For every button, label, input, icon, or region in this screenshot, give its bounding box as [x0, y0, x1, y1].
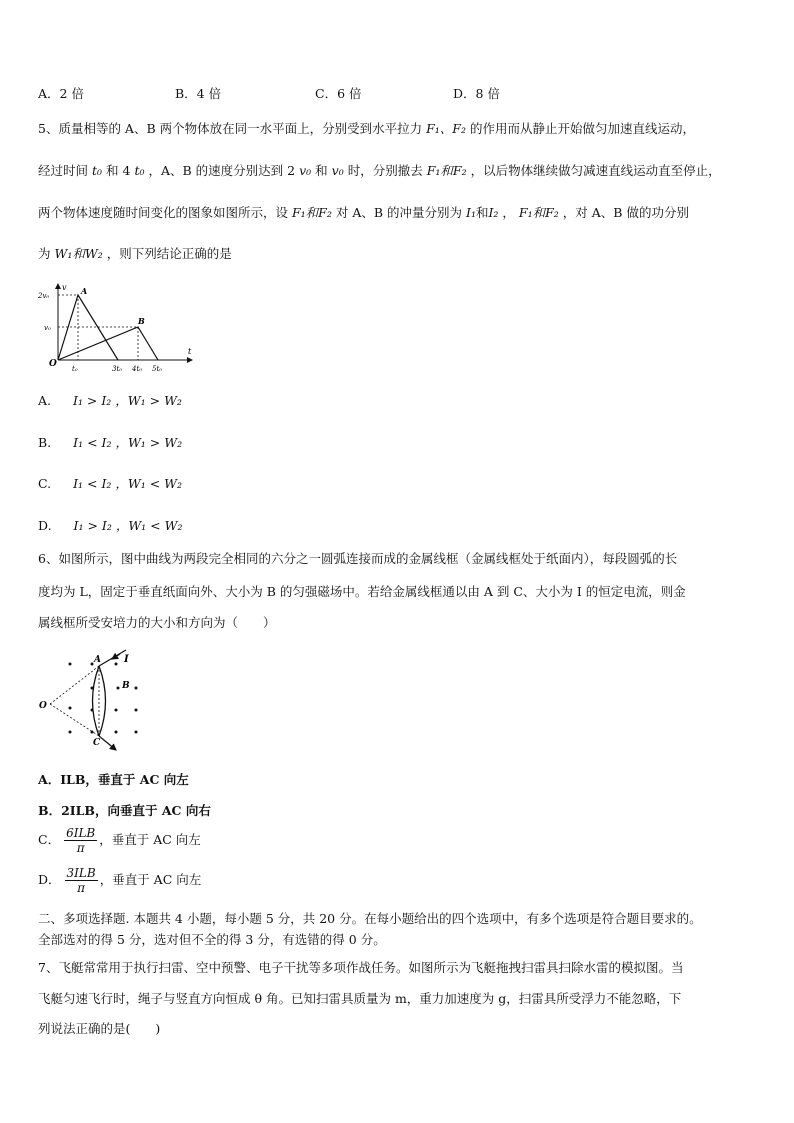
option-text: ，垂直于 AC 向左 — [99, 872, 202, 887]
option-math: I₁ > I₂ ，W₁ > W₂ — [73, 393, 182, 408]
label-a: A — [94, 655, 101, 665]
option-math: I₁ < I₂ ，W₁ > W₂ — [73, 435, 183, 450]
radius-oa — [50, 666, 99, 704]
q7-line-1: 7、飞艇常常用于执行扫雷、空中预警、电子干扰等多项作战任务。如图所示为飞艇拖拽扫雷具扫除水雷的模拟图。当 — [38, 960, 684, 975]
q5-t0: t₀ — [134, 163, 145, 178]
q6-line-2: 度均为 L，固定于垂直纸面向外、大小为 B 的匀强磁场中。若给金属线框通以由 A 到 C、大小为 I 的恒定电流，则金 — [38, 584, 686, 599]
q5-forces: F₁和F₂ — [292, 205, 332, 220]
x-tick-4t0: 4t₀ — [132, 365, 143, 373]
label-b: B — [122, 681, 130, 691]
option-math: I₁ > I₂ ，W₁ < W₂ — [73, 518, 183, 533]
option-label: D. — [38, 518, 52, 533]
point-a-label: A — [81, 286, 88, 296]
q5-text: 和 — [315, 163, 328, 178]
t-axis-label: t — [188, 347, 192, 356]
q5-text: ，则下列结论正确的是 — [106, 246, 232, 261]
q5-forces: F₁、F₂ — [426, 121, 466, 136]
x-tick-3t0: 3t₀ — [112, 365, 123, 373]
q7-line-3: 列说法正确的是( ) — [38, 1021, 161, 1036]
q5-text: ，A、B 的速度分别达到 2 — [148, 163, 296, 178]
q5-vt-graph — [36, 282, 196, 374]
q5-t0: t₀ — [92, 163, 103, 178]
x-tick-5t0: 5t₀ — [152, 365, 163, 373]
q5-option-a — [38, 391, 182, 409]
q5-line-3: 两个物体速度随时间变化的图象如图所示，设 F₁和F₂ 对 A、B 的冲量分别为 I₁和I₂ ， F₁和F₂ ，对 A、B 做的功分别 — [38, 205, 689, 220]
q5-text: 时，分别撤去 — [347, 163, 423, 178]
q5-v0: v₀ — [331, 163, 344, 178]
option-label: D． — [38, 872, 61, 887]
q5-text: 对 A、B 的冲量分别为 — [335, 205, 463, 220]
q5-line-1 — [38, 121, 695, 137]
q5-text: 经过时间 — [38, 163, 89, 178]
q5-forces: F₁和F₂ — [426, 163, 467, 178]
option-text: ，垂直于 AC 向左 — [99, 832, 201, 847]
q6-option-a: A．ILB，垂直于 AC 向左 — [38, 772, 189, 787]
q6-option-c — [38, 826, 201, 855]
q6-option-b: B．2ILB，向垂直于 AC 向右 — [38, 803, 211, 818]
q5-i2: I₂ — [488, 205, 499, 220]
numerator: 3ILB — [66, 866, 96, 880]
label-o: O — [39, 701, 47, 711]
current-arrow — [112, 654, 120, 659]
label-c: C — [93, 738, 101, 748]
denominator: π — [76, 841, 85, 855]
point-b-label: B — [138, 316, 145, 326]
origin-label: O — [49, 359, 57, 369]
fraction — [64, 826, 97, 855]
q5-option-d — [38, 516, 182, 534]
q6-option-d — [38, 866, 201, 895]
q5-text: 两个物体速度随时间变化的图象如图所示，设 — [38, 205, 289, 220]
q6-line-3: 属线框所受安培力的大小和方向为（ ） — [38, 615, 276, 630]
fraction — [65, 866, 98, 895]
option-label: C． — [38, 832, 61, 847]
object-a-line — [58, 295, 118, 360]
q4-option-d: D．8 倍 — [453, 86, 500, 101]
v-axis-label: v — [62, 283, 67, 292]
q5-forces: F₁和F₂ — [518, 205, 559, 220]
q4-option-b: B．4 倍 — [175, 86, 222, 101]
option-label: C. — [38, 476, 52, 491]
label-current: I — [124, 654, 129, 665]
q5-i1: I₁ — [466, 205, 476, 220]
q5-text: ，对 A、B 做的功分别 — [562, 205, 689, 220]
q5-v0: v₀ — [299, 163, 312, 178]
q5-option-c — [38, 474, 182, 492]
option-math: I₁ < I₂ ，W₁ < W₂ — [73, 476, 183, 491]
q5-text: 和 4 — [106, 163, 131, 178]
q5-line-2 — [38, 163, 721, 179]
section2-line-1: 二、多项选择题. 本题共 4 小题，每小题 5 分，共 20 分。在每小题给出的四个选项中，有多个选项是符合题目要求的。 — [38, 911, 702, 926]
q5-text: ，以后物体继续做匀减速直线运动直至停止， — [470, 163, 721, 178]
denominator: π — [77, 881, 86, 895]
q5-text: 为 — [38, 246, 51, 261]
q4-option-a: A．2 倍 — [38, 86, 84, 101]
option-label: B. — [38, 435, 52, 450]
lead-out — [99, 736, 116, 750]
q7-line-2: 飞艇匀速飞行时，绳子与竖直方向恒成 θ 角。已知扫雷具质量为 m，重力加速度为 g，扫雷具所受浮力不能忽略，下 — [38, 991, 682, 1006]
x-tick-t0: t₀ — [72, 365, 78, 373]
q5-text: ， — [502, 205, 515, 220]
section2-line-2: 全部选对的得 5 分，选对但不全的得 3 分，有选错的得 0 分。 — [38, 932, 386, 947]
y-tick-2v0: 2v₀ — [38, 292, 50, 300]
arc-right — [99, 666, 106, 736]
q6-magnetic-field-figure — [36, 648, 156, 752]
q5-option-b — [38, 433, 182, 451]
q5-text: 的作用而从静止开始做匀加速直线运动， — [469, 121, 695, 136]
numerator: 6ILB — [66, 826, 96, 840]
q5-line-4 — [38, 246, 232, 262]
q5-work: W₁和W₂ — [54, 246, 103, 261]
option-label: A. — [38, 393, 52, 408]
y-tick-v0: v₀ — [44, 324, 51, 332]
arc-left — [93, 666, 100, 736]
q4-option-c: C．6 倍 — [315, 86, 362, 101]
q6-line-1: 6、如图所示，图中曲线为两段完全相同的六分之一圆弧连接而成的金属线框（金属线框处于纸面内），每段圆弧的长 — [38, 551, 678, 566]
q5-text: 5、质量相等的 A、B 两个物体放在同一水平面上，分别受到水平拉力 — [38, 121, 423, 136]
